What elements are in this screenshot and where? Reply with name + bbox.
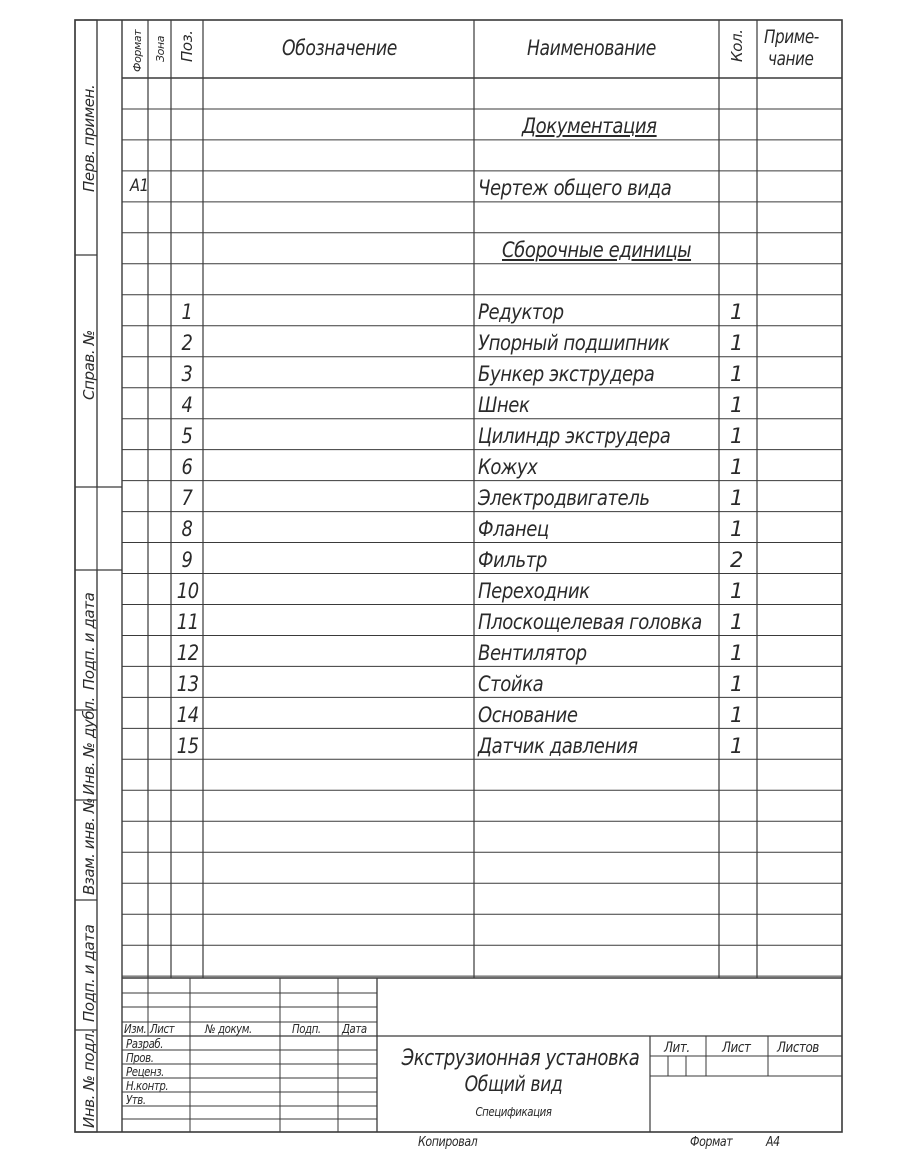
header-name: Наименование <box>527 36 656 60</box>
item-qty: 1 <box>730 392 743 417</box>
footer-copied: Копировал <box>418 1135 478 1150</box>
item-pos: 5 <box>181 423 193 448</box>
item-name: Шнек <box>478 392 530 417</box>
item-pos: 1 <box>181 300 193 324</box>
header-note-line1: Приме- <box>764 26 819 48</box>
tb-title-line2: Общий вид <box>464 1072 563 1096</box>
item-name: Плоскощелевая головка <box>478 609 702 634</box>
tb-list: Лист <box>722 1040 751 1056</box>
item-qty: 2 <box>730 547 743 572</box>
item-qty: 1 <box>730 300 743 324</box>
item-name: Переходник <box>478 578 590 603</box>
side-perv-primen: Перв. примен. <box>80 84 98 192</box>
item-qty: 1 <box>730 640 743 665</box>
item-qty: 1 <box>730 454 743 479</box>
tb-prov: Пров. <box>126 1051 154 1065</box>
item-name: Электродвигатель <box>478 485 650 510</box>
tb-col-ndokum: № докум. <box>205 1022 252 1036</box>
item-pos: 14 <box>176 702 199 727</box>
tb-col-data: Дата <box>342 1022 367 1036</box>
section-documentation: Документация <box>522 114 657 138</box>
tb-title-line3: Спецификация <box>475 1105 552 1119</box>
item-qty: 1 <box>730 423 743 448</box>
tb-col-podp: Подп. <box>292 1022 321 1036</box>
header-qty: Кол. <box>728 29 746 62</box>
side-inv-dubl: Инв. № дубл. <box>80 697 98 795</box>
item-name: Кожух <box>478 454 538 479</box>
item-qty: 1 <box>730 578 743 603</box>
tb-razrab: Разраб. <box>126 1037 164 1051</box>
side-podp-data-2: Подп. и дата <box>80 924 98 1022</box>
item-name: Фильтр <box>478 547 547 572</box>
item-qty: 1 <box>730 516 743 541</box>
item-name: Бункер экструдера <box>478 361 655 386</box>
item-qty: 1 <box>730 485 743 510</box>
item-qty: 1 <box>730 702 743 727</box>
tb-nkontr: Н.контр. <box>126 1079 169 1093</box>
outer-frame <box>75 20 842 1132</box>
side-sprav: Справ. № <box>80 330 98 400</box>
item-qty: 1 <box>730 733 743 758</box>
item-name: Вентилятор <box>478 640 587 665</box>
item-name: Упорный подшипник <box>478 330 670 355</box>
item-pos: 11 <box>176 609 199 634</box>
header-note-line2: чание <box>768 48 814 70</box>
tb-reczenz: Реценз. <box>126 1065 165 1079</box>
item-qty: 1 <box>730 671 743 696</box>
item-pos: 13 <box>176 671 199 696</box>
tb-col-izm: Изм. <box>124 1022 147 1036</box>
tb-utv: Утв. <box>126 1093 146 1107</box>
item-name: Фланец <box>478 516 549 541</box>
item-name: Основание <box>478 702 578 727</box>
item-qty: 1 <box>730 609 743 634</box>
item-pos: 3 <box>181 361 193 386</box>
item-qty: 1 <box>730 361 743 386</box>
header-pos: Поз. <box>178 30 196 62</box>
item-pos: 12 <box>176 640 199 665</box>
item-pos: 2 <box>181 330 193 355</box>
side-inv-podl: Инв. № подл. <box>80 1029 98 1128</box>
header-zone: Зона <box>154 35 167 62</box>
item-pos: 7 <box>181 485 193 510</box>
item-pos: 4 <box>181 392 193 417</box>
side-podp-data-1: Подп. и дата <box>80 592 98 690</box>
header-format: Формат <box>131 29 144 72</box>
item-name: Редуктор <box>478 300 564 324</box>
item-pos: 15 <box>176 733 199 758</box>
header-designation: Обозначение <box>282 36 397 60</box>
item-qty: 1 <box>730 330 743 355</box>
item-pos: 6 <box>181 454 193 479</box>
tb-col-list: Лист <box>150 1022 175 1036</box>
tb-listov: Листов <box>777 1040 819 1056</box>
footer-format-label: Формат <box>690 1135 733 1150</box>
tb-lit: Лит. <box>664 1040 690 1056</box>
item-name: Стойка <box>478 671 544 696</box>
item-name: Цилиндр экструдера <box>478 423 671 448</box>
item-pos: 10 <box>176 578 199 603</box>
item-name: Датчик давления <box>478 733 638 758</box>
item-pos: 8 <box>181 516 193 541</box>
section-assembly-units: Сборочные единицы <box>502 238 692 262</box>
side-vzam-inv: Взам. инв. № <box>80 797 98 895</box>
item-pos: 9 <box>181 547 193 572</box>
document-name: Чертеж общего вида <box>478 176 672 200</box>
footer-format-value: А4 <box>766 1135 780 1150</box>
document-format: А1 <box>130 176 149 196</box>
tb-title-line1: Экструзионная установка <box>401 1046 640 1071</box>
